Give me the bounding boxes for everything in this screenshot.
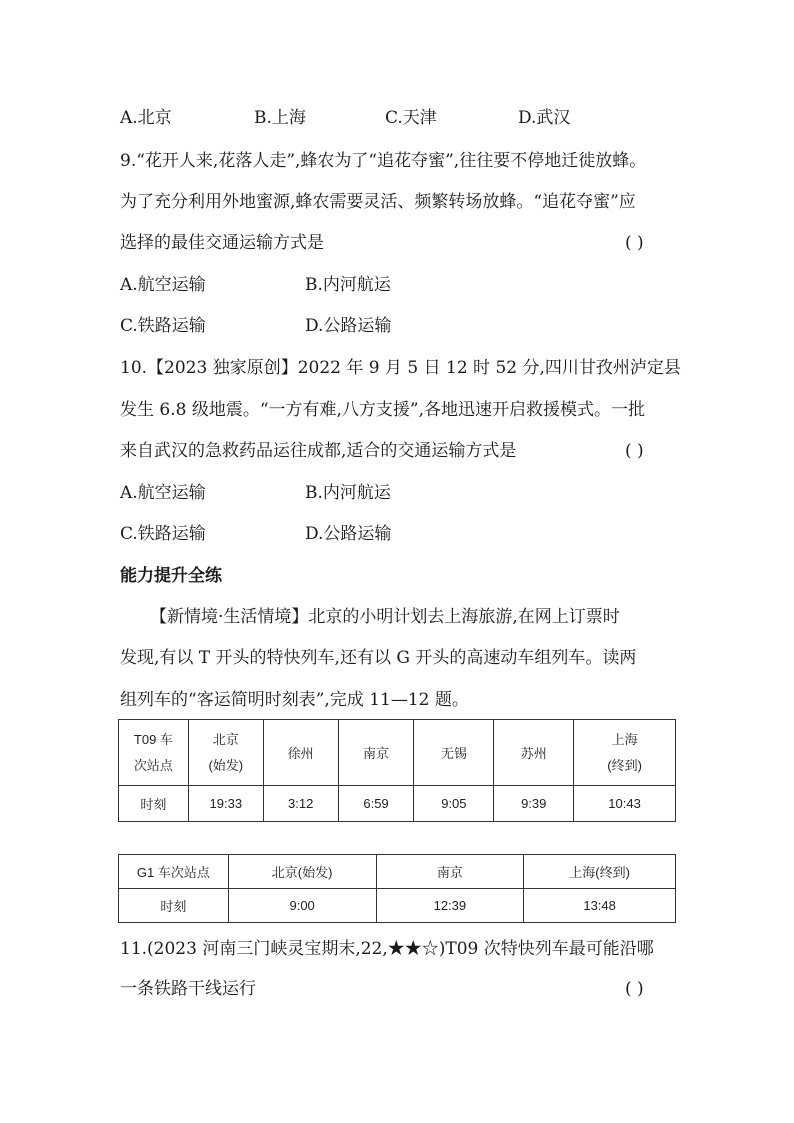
t09-time-cell: 3:12 (263, 786, 338, 822)
t09-time-cell: 6:59 (338, 786, 414, 822)
t09-station-beijing (188, 720, 263, 786)
intro-line1: 【新情境·生活情境】北京的小明计划去上海旅游,在网上订票时 (150, 607, 620, 627)
t09-station-xuzhou (263, 720, 338, 786)
t09-header-label-line2: 次站点 (133, 757, 173, 773)
q8-option-d: D.武汉 (518, 108, 571, 128)
t09-time-cell: 19:33 (188, 786, 263, 822)
t09-station-shanghai-note: (终到) (607, 757, 642, 773)
t09-time-cell: 9:39 (494, 786, 574, 822)
t09-station-wuxi (414, 720, 494, 786)
q10-option-c: C.铁路运输 (120, 524, 206, 544)
g1-station-shanghai: 上海(终到) (524, 855, 676, 889)
g1-header-label: G1 车次站点 (119, 855, 229, 889)
q9-option-a: A.航空运输 (120, 275, 206, 295)
q9-option-d: D.公路运输 (305, 316, 392, 336)
t09-station-suzhou-name: 苏州 (520, 746, 547, 761)
t09-station-beijing-name: 北京 (212, 731, 239, 747)
g1-timetable (118, 854, 676, 923)
q10-stem-line3: 来自武汉的急救药品运往成都,适合的交通运输方式是 (120, 441, 517, 461)
t09-time-cell: 10:43 (574, 786, 676, 822)
t09-station-suzhou (494, 720, 574, 786)
q8-option-a: A.北京 (120, 108, 172, 128)
g1-row-label: 时刻 (119, 889, 229, 923)
intro-line3: 组列车的“客运简明时刻表”,完成 11—12 题。 (120, 690, 469, 710)
t09-station-nanjing-name: 南京 (363, 746, 390, 761)
q11-answer-paren[interactable]: ( ) (625, 979, 644, 999)
q11-stem-line1: 11.(2023 河南三门峡灵宝期末,22,★★☆)T09 次特快列车最可能沿哪 (120, 939, 654, 959)
q10-option-b: B.内河航运 (305, 483, 391, 503)
t09-station-wuxi-name: 无锡 (440, 746, 467, 761)
g1-station-nanjing: 南京 (376, 855, 524, 889)
t09-station-xuzhou-name: 徐州 (287, 746, 314, 761)
q9-option-c: C.铁路运输 (120, 316, 206, 336)
q9-stem-line1: 9.“花开人来,花落人走”,蜂农为了“追花夺蜜”,往往要不停地迁徙放蜂。 (120, 151, 647, 171)
intro-line2: 发现,有以 T 开头的特快列车,还有以 G 开头的高速动车组列车。读两 (120, 648, 637, 668)
q10-answer-paren[interactable]: ( ) (625, 441, 644, 461)
q10-stem-line2: 发生 6.8 级地震。“一方有难,八方支援”,各地迅速开启救援模式。一批 (120, 400, 646, 420)
g1-time-cell: 12:39 (376, 889, 524, 923)
t09-header-label (119, 720, 189, 786)
g1-time-cell: 9:00 (228, 889, 376, 923)
q9-option-b: B.内河航运 (305, 275, 391, 295)
g1-time-cell: 13:48 (524, 889, 676, 923)
g1-station-beijing: 北京(始发) (228, 855, 376, 889)
t09-time-cell: 9:05 (414, 786, 494, 822)
q10-option-d: D.公路运输 (305, 524, 392, 544)
q11-stem-line2: 一条铁路干线运行 (120, 979, 256, 999)
t09-station-shanghai (574, 720, 676, 786)
section-title: 能力提升全练 (120, 566, 222, 586)
q8-option-b: B.上海 (254, 108, 306, 128)
q9-answer-paren[interactable]: ( ) (625, 233, 644, 253)
t09-timetable (118, 719, 676, 822)
q8-option-c: C.天津 (385, 108, 437, 128)
q9-stem-line3: 选择的最佳交通运输方式是 (120, 233, 324, 253)
t09-station-nanjing (338, 720, 414, 786)
q10-stem-line1: 10.【2023 独家原创】2022 年 9 月 5 日 12 时 52 分,四川甘孜州泸定县 (120, 358, 681, 378)
t09-station-beijing-note: (始发) (208, 757, 244, 773)
q10-option-a: A.航空运输 (120, 483, 206, 503)
t09-row-label: 时刻 (119, 786, 189, 822)
t09-header-label-line1: T09 车 (133, 731, 173, 747)
t09-station-shanghai-name: 上海 (611, 731, 638, 747)
q9-stem-line2: 为了充分利用外地蜜源,蜂农需要灵活、频繁转场放蜂。“追花夺蜜”应 (120, 192, 636, 212)
